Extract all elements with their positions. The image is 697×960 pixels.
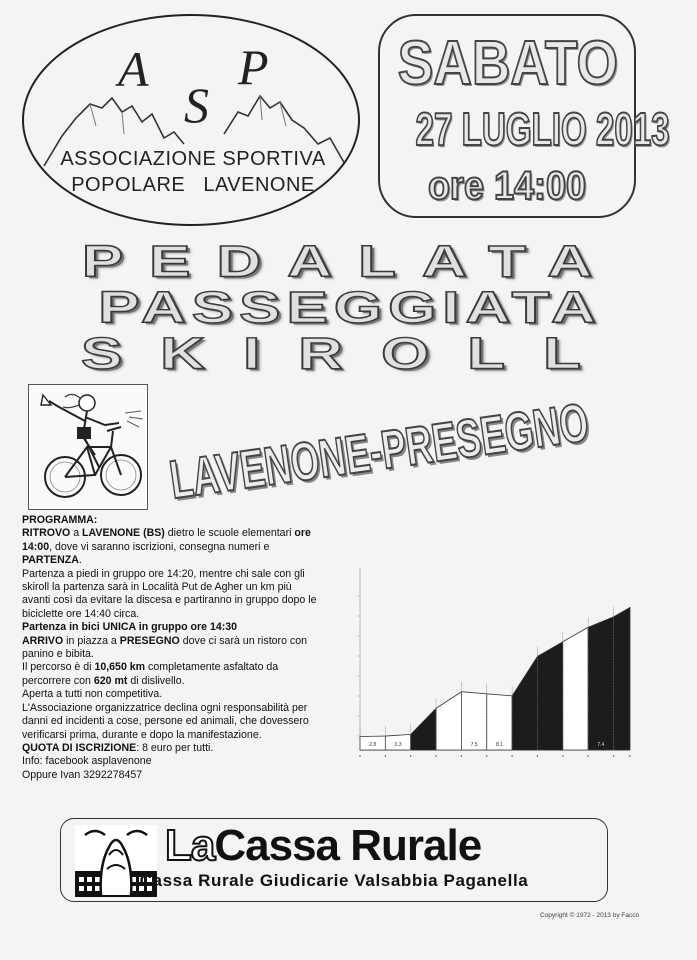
programma-info: Info: facebook asplavenone [22,755,152,768]
elevation-x-tick [486,755,488,757]
sponsor-box [60,818,608,902]
route-title: LAVENONE-PRESEGNO [166,392,593,511]
programma-aperta: Aperta a tutti non competitiva. [22,688,163,701]
elevation-segment [614,607,630,750]
logo-letter-a: A [118,41,149,97]
sponsor-name: LaCassa Rurale [165,821,482,870]
cyclist-illustration [28,384,148,510]
programma-ritrovo: RITROVO a LAVENONE (BS) dietro le scuole elementari ore 14:00, dove vi saranno iscrizioni, consegna numeri e PARTENZA. [22,527,311,567]
elevation-x-tick [562,755,564,757]
elevation-x-tick [410,755,412,757]
cyclist-icon [29,385,147,509]
programma-percorso: Il percorso è di 10,650 km completamente asfaltato da percorrere con 620 mt di dislivello. [22,661,279,687]
elevation-segment [436,692,461,750]
elevation-segment-label: 7.4 [597,742,605,748]
title-skiroll: SKIROLL [80,328,620,379]
logo-association-place: POPOLARE LAVENONE [71,174,315,196]
event-day: SABATO [397,29,618,98]
programma-quota: QUOTA DI ISCRIZIONE: 8 euro per tutti. [22,741,214,754]
copyright-note: Copyright © 1972 - 2013 by Facco [540,912,640,919]
logo-letter-s: S [184,77,209,133]
programma-section [22,514,322,782]
elevation-segment [512,656,537,750]
programma-contact: Oppure Ivan 3292278457 [22,768,143,781]
programma-heading: PROGRAMMA: [22,514,98,526]
elevation-x-tick [359,755,361,757]
elevation-segment [411,708,436,750]
programma-partenza-piedi: Partenza a piedi in gruppo ore 14:20, mentre chi sale con gli skiroll la partenza sarà in Località Put de Agher un km più avanti così da evitare la discesa e partiranno in gruppo dopo le biciclette ore 14:40 circa. [22,567,317,620]
logo-association-name: ASSOCIAZIONE SPORTIVA [60,148,326,170]
elevation-x-tick [385,755,387,757]
elevation-x-tick [511,755,513,757]
event-date: 27 LUGLIO 2013 [415,103,670,155]
elevation-segment [563,627,588,750]
elevation-x-tick [629,755,631,757]
elevation-segment [588,617,613,750]
programma-partenza-bici: Partenza in bici UNICA in gruppo ore 14:30 [22,621,238,634]
event-time: ore 14:00 [427,164,587,208]
elevation-segment-label: 8.1 [495,742,503,748]
elevation-segment-label: 7.5 [470,742,478,748]
elevation-x-tick [613,755,615,757]
title-passeggiata: PASSEGGIATA [98,282,602,333]
programma-arrivo: ARRIVO in piazza a PRESEGNO dove ci sarà un ristoro con panino e bibita. [22,634,307,661]
event-date-box [378,14,670,218]
elevation-x-tick [435,755,437,757]
logo-letter-p: P [238,39,269,95]
elevation-profile-chart [352,566,642,766]
asp-logo [22,14,360,226]
route-title-box [152,392,662,514]
elevation-segment-label: 2.8 [369,742,377,748]
programma-disclaimer: L'Associazione organizzatrice declina ogni responsabilità per danni ed incidenti a cose, persone ed animali, che dovessero verificarsi prima, durante e dopo la manifestazione. [22,701,309,741]
elevation-segment [537,642,562,750]
elevation-segment-label: 3.3 [394,742,402,748]
sponsor-tagline: Cassa Rurale Giudicarie Valsabbia Paganella [139,871,529,890]
elevation-x-tick [537,755,539,757]
title-pedalata: PEDALATA [81,236,619,287]
elevation-x-tick [587,755,589,757]
elevation-x-tick [461,755,463,757]
